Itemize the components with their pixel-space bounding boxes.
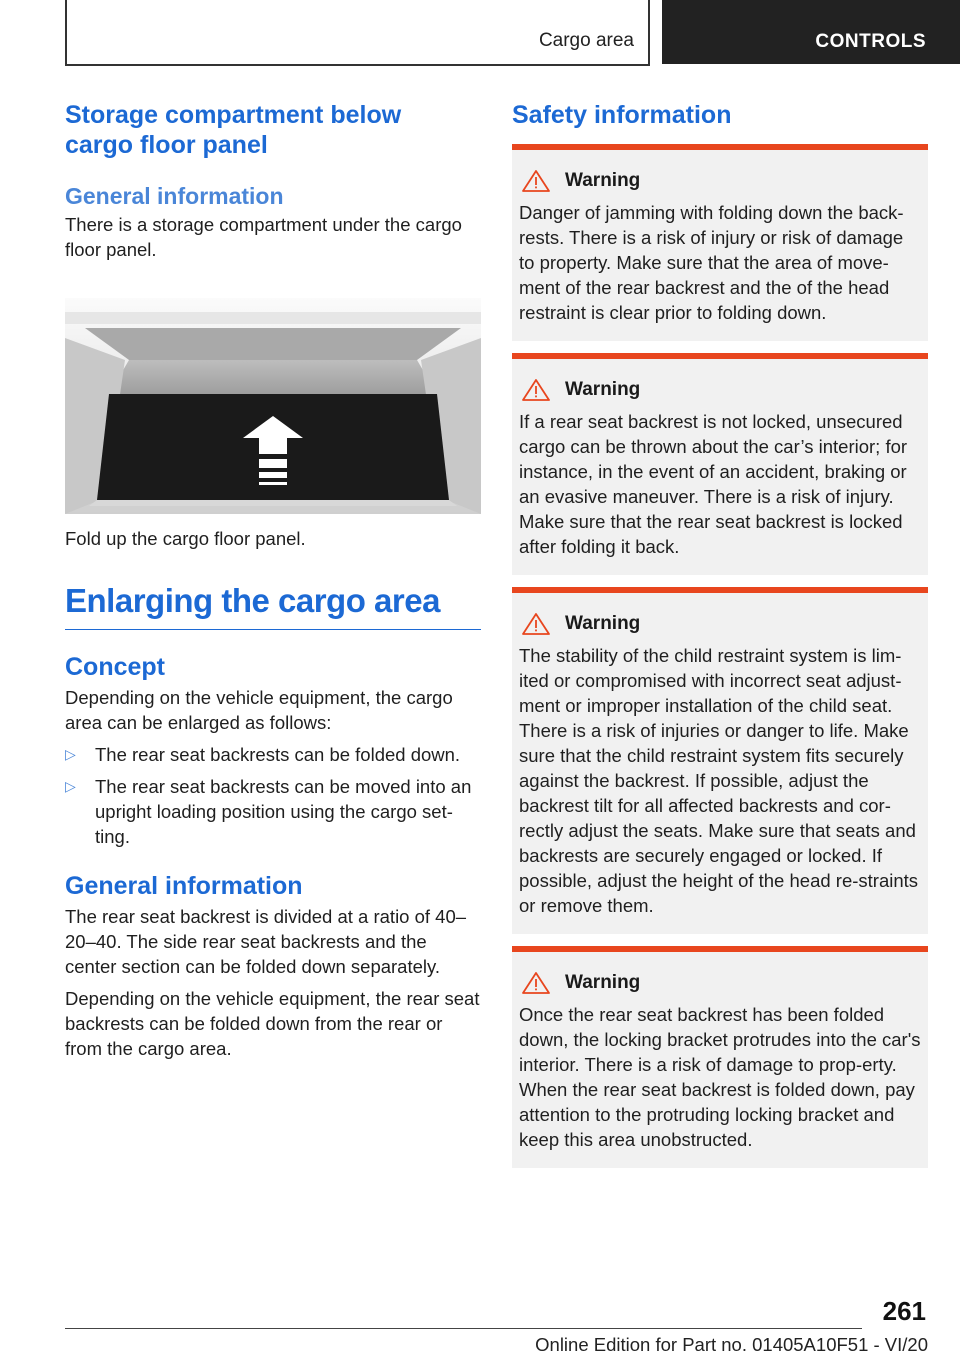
warning-triangle-icon	[519, 169, 553, 193]
general-info-heading-1: General information	[65, 183, 284, 209]
footer-edition: Online Edition for Part no. 01405A10F51 - VI/20	[535, 1334, 928, 1355]
safety-info-heading: Safety information	[512, 101, 732, 129]
footer-divider	[65, 1328, 862, 1329]
triangle-bullet-icon: ▷	[65, 746, 76, 762]
header-section-box	[65, 0, 650, 66]
enlarge-options-list	[65, 742, 481, 849]
warning-triangle-icon	[519, 378, 553, 402]
warning-title: Warning	[565, 379, 641, 400]
warning-header	[519, 166, 922, 196]
warning-title: Warning	[565, 613, 641, 634]
warning-text: The stability of the child restraint system is lim-ited or compromised with incorrect seat adjust-ment or improper installation of the child seat. There is a risk of injuries or danger to life. Make sure that the child restraint system fits securely against the backrest. If possible, adjust the backrest tilt for all affected backrests and cor-rectly adjust the seats. Make sure that seats and backrests are securely engaged or locked. If possible, adjust the height of the head re-straints or remove them.	[519, 645, 919, 916]
warning-box	[512, 587, 928, 934]
cargo-floor-figure	[65, 298, 481, 514]
general-info-text-2a: The rear seat backrest is divided at a ratio of 40–20–40. The side rear seat backrests and the center section can be folded down separately.	[65, 906, 467, 977]
storage-heading-line1: Storage compartment below	[65, 101, 402, 129]
list-item-text: The rear seat backrests can be folded down.	[95, 744, 461, 765]
header-chapter-title[interactable]: CONTROLS	[815, 31, 926, 52]
warning-header	[519, 609, 922, 639]
warning-text: If a rear seat backrest is not locked, unsecured cargo can be thrown about the car’s interior; for instance, in the event of an accident, braking or an evasive maneuver. There is a risk of injury. Make sure that the rear seat backrest is locked after folding it back.	[519, 411, 908, 557]
warning-box	[512, 353, 928, 575]
general-info-heading-2: General information	[65, 872, 303, 900]
warning-header	[519, 968, 922, 998]
warning-title: Warning	[565, 972, 641, 993]
header-section-title: Cargo area	[538, 30, 634, 51]
left-column	[65, 100, 481, 1061]
triangle-bullet-icon: ▷	[65, 778, 76, 794]
warning-header	[519, 375, 922, 405]
general-info-text-1: There is a storage compartment under the cargo floor panel.	[65, 214, 462, 260]
right-column	[512, 100, 928, 1168]
warning-text: Once the rear seat backrest has been folded down, the locking bracket protrudes into the car's interior. There is a risk of damage to prop-erty. When the rear seat backrest is folded down, pay attention to the protruding locking bracket and keep this area unobstructed.	[519, 1004, 921, 1150]
general-info-text-2b: Depending on the vehicle equipment, the rear seat backrests can be folded down from the rear or from the cargo area.	[65, 988, 480, 1059]
header-chapter-box	[662, 0, 960, 64]
warning-title: Warning	[565, 170, 641, 191]
warning-box	[512, 946, 928, 1168]
warning-box	[512, 144, 928, 341]
page-number: 261	[882, 1296, 926, 1326]
list-item	[65, 774, 481, 849]
warning-triangle-icon	[519, 971, 553, 995]
enlarging-cargo-heading: Enlarging the cargo area	[65, 581, 481, 630]
list-item	[65, 742, 481, 767]
warning-triangle-icon	[519, 612, 553, 636]
list-item-text: The rear seat backrests can be moved into an upright loading position using the cargo set-ting.	[95, 776, 472, 847]
cargo-floor-illustration	[65, 298, 481, 514]
concept-heading: Concept	[65, 653, 165, 681]
figure-caption: Fold up the cargo floor panel.	[65, 528, 306, 549]
warning-text: Danger of jamming with folding down the back-rests. There is a risk of injury or risk of damage to property. Make sure that the area of move-ment of the rear backrest and the of the head restraint is clear prior to folding down.	[519, 202, 904, 323]
storage-compartment-heading	[65, 100, 481, 160]
concept-text: Depending on the vehicle equipment, the cargo area can be enlarged as follows:	[65, 687, 453, 733]
storage-heading-line2: cargo floor panel	[65, 131, 268, 159]
